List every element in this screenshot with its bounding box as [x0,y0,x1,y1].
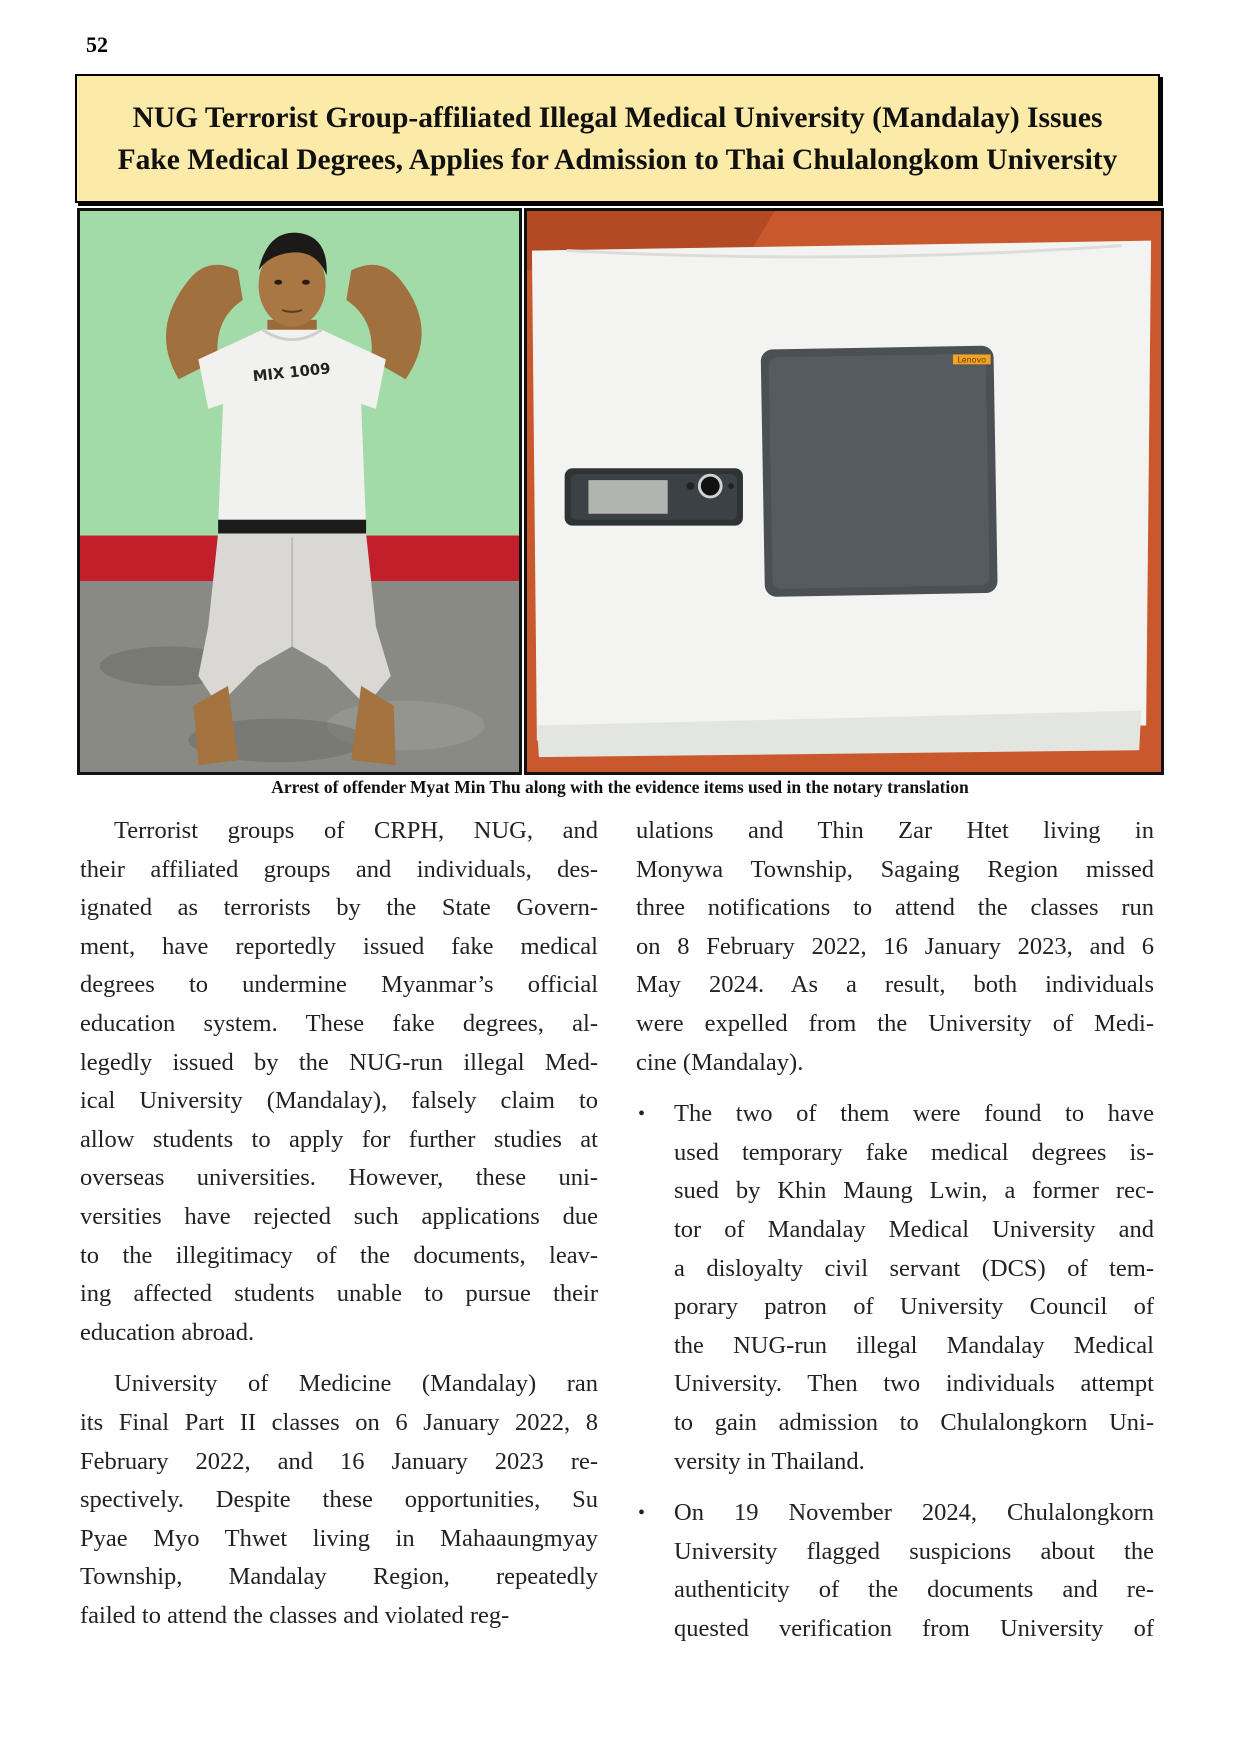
tablet-device [761,346,998,597]
article-title-line-1: NUG Terrorist Group-affiliated Illegal Medical University (Mandalay) Issues [132,101,1103,134]
text-line: quested verification from University of [674,1614,1154,1642]
text-line: ulations and Thin Zar Htet living in [636,817,1154,844]
text-line: versity in Thailand. [674,1447,865,1475]
text-line: education abroad. [80,1318,255,1346]
text-line: sued by Khin Maung Lwin, a former rec- [674,1177,1154,1205]
bullet-dot-icon: • [638,1502,646,1525]
bullet-item [636,1494,1154,1648]
text-line: used temporary fake medical degrees is- [674,1138,1154,1166]
left-paragraphs [80,812,598,1635]
page-number: 52 [86,32,108,57]
text-line: degrees to undermine Myanmar’s official [80,971,598,999]
bullet-item [636,1095,1154,1481]
text-line: allow students to apply for further studies at [80,1125,598,1153]
text-line: failed to attend the classes and violated reg- [80,1601,510,1629]
text-line: to the illegitimacy of the documents, leav- [80,1241,598,1269]
text-line: porary patron of University Council of [674,1293,1154,1321]
text-line: overseas universities. However, these uni- [80,1164,598,1192]
photo-caption: Arrest of offender Myat Min Thu along with the evidence items used in the notary translation [271,777,969,797]
tablet-brand: Lenovo [957,355,987,365]
text-line: their affiliated groups and individuals, des- [80,855,598,883]
text-line: Terrorist groups of CRPH, NUG, and [114,817,598,844]
text-line: ignated as terrorists by the State Govern- [80,894,598,922]
text-line: education system. These fake degrees, al- [80,1009,598,1037]
smartphone [565,468,743,525]
text-line: on 8 February 2022, 16 January 2023, and 6 [636,932,1154,960]
arrest-photo [77,208,522,775]
text-line: On 19 November 2024, Chulalongkorn [674,1499,1154,1527]
text-line: authenticity of the documents and re- [674,1576,1154,1604]
article-title-line-2: Fake Medical Degrees, Applies for Admission to Thai Chulalongkom University [117,143,1118,176]
text-line: were expelled from the University of Medi- [636,1009,1154,1037]
bullet-dot-icon: • [638,1103,646,1126]
text-line: versities have rejected such applications due [80,1202,598,1230]
paragraph [80,812,598,1352]
text-line: February 2022, and 16 January 2023 re- [80,1447,598,1475]
shirt-print: MIX 1009 [252,360,332,386]
evidence-photo-illustration [527,211,1161,772]
text-line: ment, have reportedly issued fake medical [80,932,598,960]
right-text-column [636,812,1154,1648]
text-line: University flagged suspicions about the [674,1537,1154,1565]
paragraph [80,1365,598,1635]
text-line: Pyae Myo Thwet living in Mahaaungmyay [80,1524,598,1552]
arrest-photo-illustration [80,211,519,772]
evidence-photo [524,208,1164,775]
text-line: Township, Mandalay Region, repeatedly [80,1563,598,1591]
right-paragraph [636,812,1154,1082]
text-line: ical University (Mandalay), falsely claim to [80,1087,598,1115]
text-line: three notifications to attend the classes run [636,894,1154,922]
text-line: the NUG-run illegal Mandalay Medical [674,1331,1154,1359]
text-line: Monywa Township, Sagaing Region missed [636,855,1154,883]
left-text-column [80,812,598,1635]
text-line: legedly issued by the NUG-run illegal Med- [80,1048,598,1076]
text-line: ing affected students unable to pursue their [80,1280,598,1308]
text-line: May 2024. As a result, both individuals [636,971,1154,999]
text-line: tor of Mandalay Medical University and [674,1215,1154,1243]
text-line: cine (Mandalay). [636,1048,804,1076]
text-line: its Final Part II classes on 6 January 2022, 8 [80,1408,598,1436]
white-tshirt [198,330,385,528]
text-line: University of Medicine (Mandalay) ran [114,1370,598,1398]
text-line: a disloyalty civil servant (DCS) of tem- [674,1254,1154,1282]
bullet-list [636,1095,1154,1648]
text-line: The two of them were found to have [674,1100,1154,1128]
article-title-box [75,74,1160,203]
text-line: spectively. Despite these opportunities, Su [80,1486,598,1514]
text-line: to gain admission to Chulalongkorn Uni- [674,1408,1154,1436]
text-line: University. Then two individuals attempt [674,1370,1154,1398]
